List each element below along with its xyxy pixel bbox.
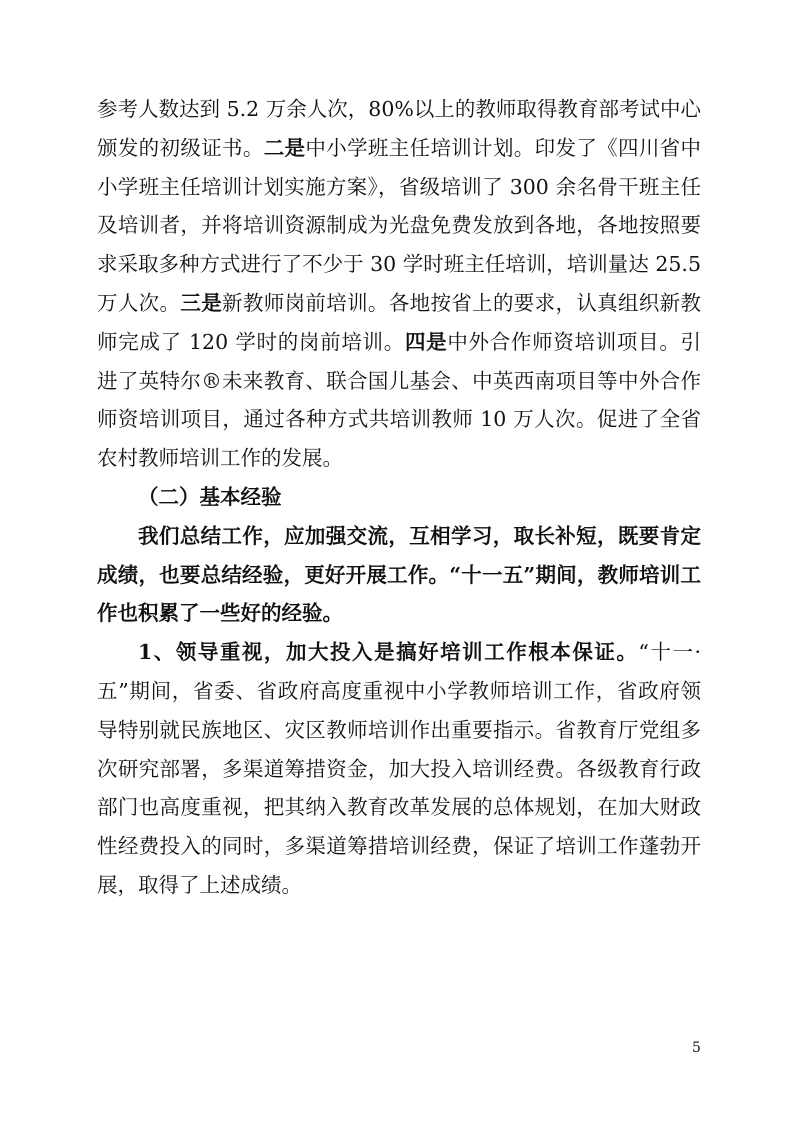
emphasis-third: 三是 bbox=[180, 290, 223, 315]
emphasis-fourth: 四是 bbox=[404, 329, 448, 354]
document-body bbox=[97, 90, 701, 905]
paragraph-leadership bbox=[97, 633, 701, 905]
paragraph-lead: 1、领导重视，加大投入是搞好培训工作根本保证。 bbox=[138, 640, 639, 665]
paragraph-text: 新教师岗前培训。各地按省上的要求，认真组织新教师完成了 120 学时的岗前培训。 bbox=[97, 290, 702, 354]
paragraph-training-programs bbox=[97, 90, 701, 478]
paragraph-text: “十一·五”期间，省委、省政府高度重视中小学教师培训工作，省政府领导特别就民族地区、灾区教师培训作出重要指示。省教育厅党组多次研究部署，多渠道筹措资金，加大投入培训经费。各级教育行政部门也高度重视，把其纳入教育改革发展的总体规划，在加大财政性经费投入的同时，多渠道筹措培训经费，保证了培训工作蓬勃开展，取得了上述成绩。 bbox=[97, 640, 702, 897]
paragraph-text: 中外合作师资培训项目。引进了英特尔®未来教育、联合国儿基会、中英西南项目等中外合作师资培训项目，通过各种方式共培训教师 10 万人次。促进了全省农村教师培训工作的发展。 bbox=[97, 329, 702, 471]
page-number: 5 bbox=[692, 1040, 701, 1056]
section-heading: （二）基本经验 bbox=[138, 484, 282, 509]
paragraph-text: 参考人数达到 5.2 万余人次，80%以上的教师取得教育部考试中心颁发的初级证书。 bbox=[97, 97, 701, 160]
emphasis-second: 二是 bbox=[263, 135, 306, 160]
paragraph-text: 中小学班主任培训计划。印发了《四川省中小学班主任培训计划实施方案》，省级培训了 300 余名骨干班主任及培训者，并将培训资源制成为光盘免费发放到各地，各地按照要求采取多种方式进行了不少于 30 学时班主任培训，培训量达 25.5 万人次。 bbox=[97, 135, 702, 315]
paragraph-summary: 我们总结工作，应加强交流，互相学习，取长补短，既要肯定成绩，也要总结经验，更好开展工作。“十一五”期间，教师培训工作也积累了一些好的经验。 bbox=[97, 523, 701, 626]
